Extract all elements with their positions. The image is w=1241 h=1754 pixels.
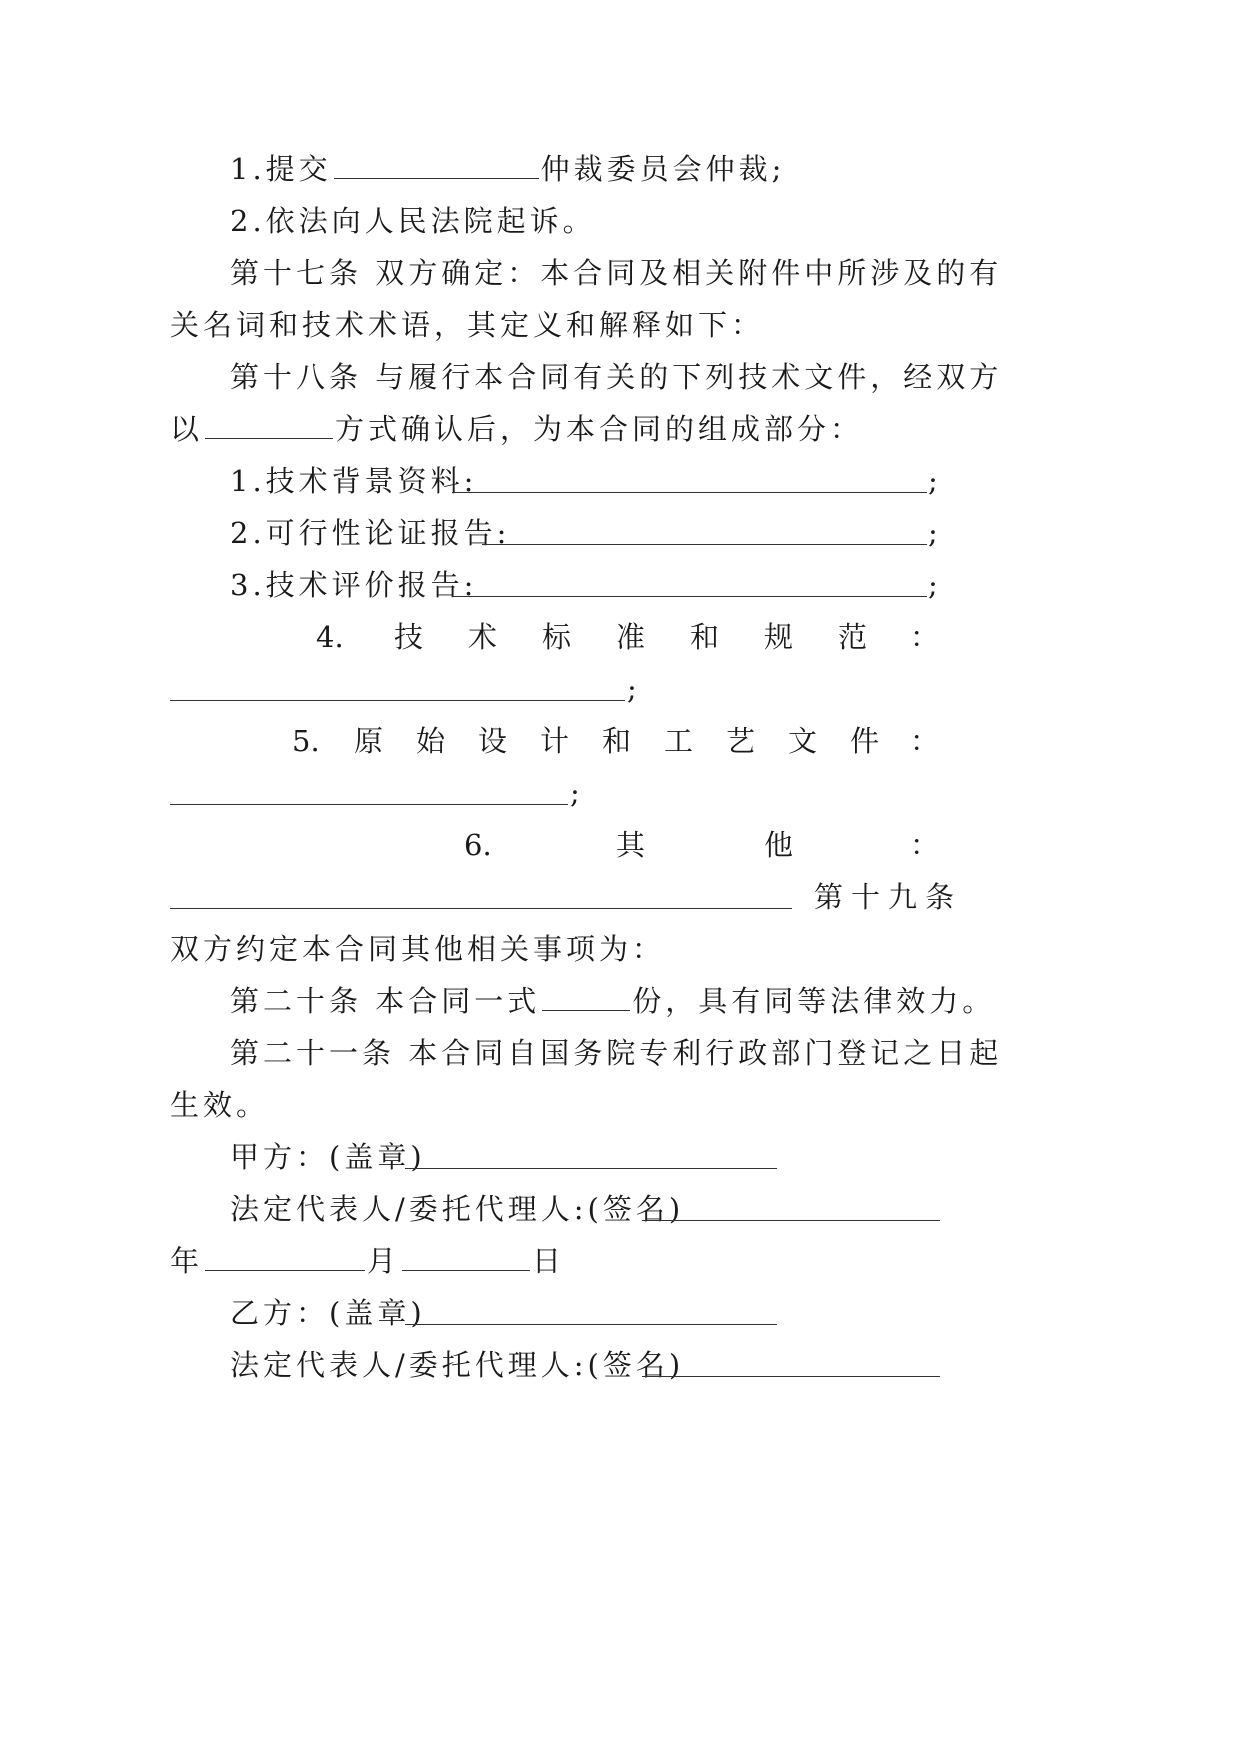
party-b-seal bbox=[230, 1294, 426, 1332]
text-segment: 第二十条 本合同一式 bbox=[230, 984, 541, 1018]
party-a-seal bbox=[230, 1138, 426, 1176]
text-segment: 以 bbox=[170, 412, 204, 446]
blank-field-feasibility-report[interactable] bbox=[482, 544, 927, 545]
blank-field-tech-standards[interactable] bbox=[170, 700, 625, 701]
party-a-representative bbox=[230, 1190, 684, 1228]
text-segment: ; bbox=[928, 516, 942, 550]
article-21-line-2: 生效。 bbox=[170, 1088, 270, 1122]
text-char: 范 bbox=[838, 620, 868, 654]
text-segment: 2.可行性论证报告: bbox=[230, 516, 511, 550]
doc-item-1 bbox=[230, 462, 477, 500]
text-char: ： bbox=[910, 620, 940, 654]
article-21-line-1: 第二十一条 本合同自国务院专利行政部门登记之日起 bbox=[230, 1036, 1003, 1070]
text-char: 和 bbox=[690, 620, 720, 654]
doc-item-3 bbox=[230, 566, 477, 604]
text-segment: 法定代表人/委托代理人:(签名) bbox=[230, 1348, 685, 1382]
text-char: 和 bbox=[602, 724, 632, 758]
text-segment: 份，具有同等法律效力。 bbox=[632, 984, 996, 1018]
text-char: 技 bbox=[394, 620, 424, 654]
text-segment: ; bbox=[627, 672, 641, 706]
text-char: 准 bbox=[616, 620, 646, 654]
text-char: 其 bbox=[616, 828, 646, 862]
text-char: 件 bbox=[850, 724, 880, 758]
blank-field-party-a-signature[interactable] bbox=[642, 1220, 940, 1221]
article-19-heading: 第十九条 bbox=[814, 880, 963, 914]
text-char: 4. bbox=[316, 620, 344, 654]
text-char: 原 bbox=[354, 724, 384, 758]
text-char: 他 bbox=[764, 828, 794, 862]
text-char: 5. bbox=[292, 724, 320, 758]
text-segment: 1.提交 bbox=[230, 152, 332, 186]
text-char: 工 bbox=[664, 724, 694, 758]
article-17-line-1: 第十七条 双方确定：本合同及相关附件中所涉及的有 bbox=[230, 256, 1003, 290]
blank-field-party-b-seal[interactable] bbox=[405, 1324, 777, 1325]
text-segment: 仲裁委员会仲裁; bbox=[540, 152, 786, 186]
text-char: 规 bbox=[764, 620, 794, 654]
text-segment: 日 bbox=[532, 1244, 566, 1278]
text-segment: 乙方：(盖章) bbox=[230, 1296, 426, 1330]
article-20 bbox=[230, 982, 995, 1020]
text-segment: 法定代表人/委托代理人:(签名) bbox=[230, 1192, 685, 1226]
text-segment: 方式确认后，为本合同的组成部分： bbox=[335, 412, 864, 446]
text-char: 文 bbox=[788, 724, 818, 758]
text-segment: 月 bbox=[367, 1244, 401, 1278]
text-segment: 1.技术背景资料: bbox=[230, 464, 478, 498]
article-18-line-1: 第十八条 与履行本合同有关的下列技术文件，经双方 bbox=[230, 360, 1003, 394]
party-b-representative bbox=[230, 1346, 684, 1384]
blank-field-other-docs[interactable] bbox=[170, 908, 792, 909]
article-17-line-2: 关名词和技术术语，其定义和解释如下： bbox=[170, 308, 765, 342]
clause-arbitration-option-2: 2.依法向人民法院起诉。 bbox=[230, 204, 596, 238]
text-char: 标 bbox=[542, 620, 572, 654]
blank-field-copies[interactable] bbox=[542, 984, 630, 1011]
text-char: ： bbox=[910, 724, 940, 758]
blank-field-year[interactable] bbox=[205, 1244, 365, 1271]
text-char: 艺 bbox=[726, 724, 756, 758]
blank-field-design-docs[interactable] bbox=[170, 804, 568, 805]
blank-field-confirm-method[interactable] bbox=[205, 412, 333, 439]
blank-field-party-a-seal[interactable] bbox=[405, 1168, 777, 1169]
blank-field-tech-background[interactable] bbox=[452, 492, 927, 493]
text-char: 设 bbox=[478, 724, 508, 758]
party-a-date bbox=[170, 1242, 565, 1280]
text-char: 术 bbox=[468, 620, 498, 654]
clause-arbitration-option-1 bbox=[230, 150, 785, 188]
text-segment: ; bbox=[928, 464, 942, 498]
blank-field-tech-evaluation[interactable] bbox=[452, 596, 927, 597]
doc-item-2 bbox=[230, 514, 510, 552]
article-19-body: 双方约定本合同其他相关事项为： bbox=[170, 932, 666, 966]
text-segment: ; bbox=[928, 568, 942, 602]
text-segment: 年 bbox=[170, 1244, 204, 1278]
text-segment: 3.技术评价报告: bbox=[230, 568, 478, 602]
article-18-line-2 bbox=[170, 410, 863, 448]
text-char: 计 bbox=[540, 724, 570, 758]
blank-field-arbitration-committee[interactable] bbox=[334, 152, 539, 179]
text-char: 6. bbox=[464, 828, 492, 862]
text-segment: ; bbox=[570, 776, 584, 810]
text-char: 始 bbox=[416, 724, 446, 758]
text-segment: 甲方：(盖章) bbox=[230, 1140, 426, 1174]
text-char: ： bbox=[910, 828, 940, 862]
blank-field-month[interactable] bbox=[402, 1244, 530, 1271]
blank-field-party-b-signature[interactable] bbox=[642, 1376, 940, 1377]
